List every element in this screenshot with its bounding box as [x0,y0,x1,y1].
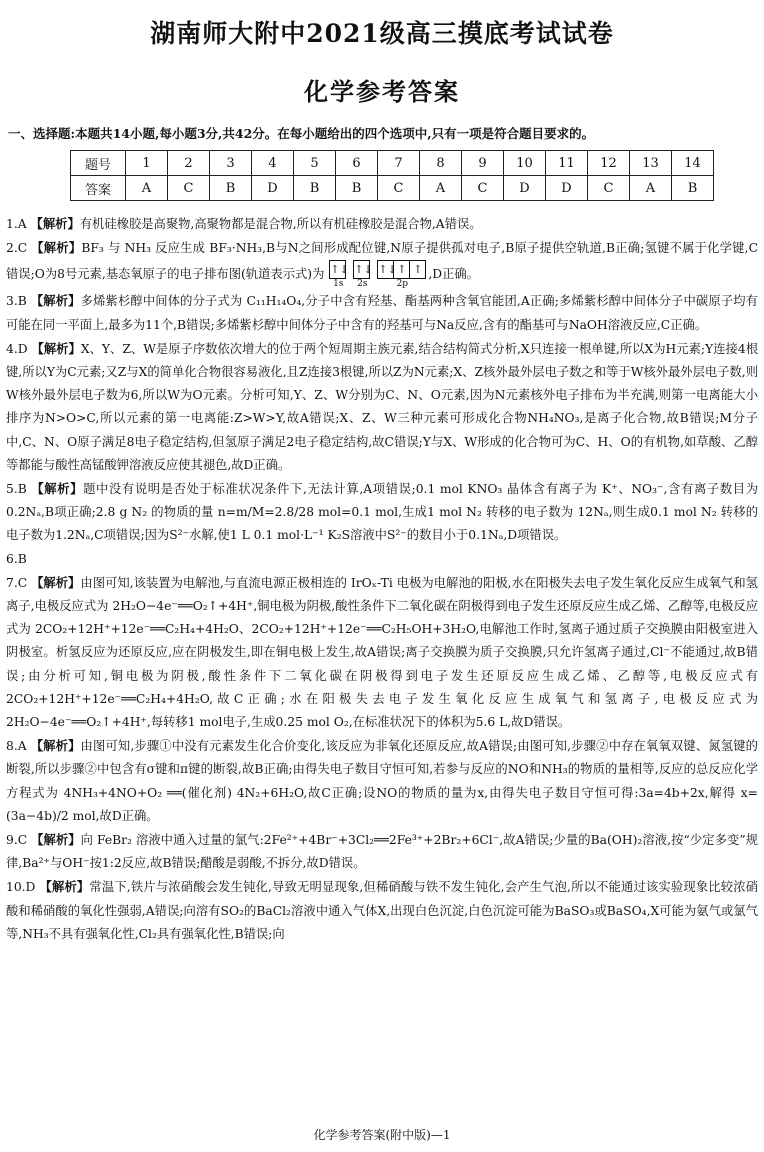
explanation-list [6,212,758,946]
page-footer: 化学参考答案(附中版)—1 [313,1128,451,1142]
answer-cell: C [168,176,210,201]
item-number: 4.D [6,341,28,356]
item-tag: 【解析】 [31,340,81,356]
table-header-cell: 答案 [71,176,126,201]
table-header-cell: 题号 [71,151,126,176]
list-item [6,289,758,336]
orbital-box: ↑↓ [353,260,370,279]
question-number-cell: 9 [462,151,504,176]
item-tag: 【解析】 [30,216,80,231]
item-text: 有机硅橡胶是高聚物,高聚物都是混合物,所以有机硅橡胶是混合物,A错误。 [79,217,482,231]
answer-cell: C [588,176,630,201]
item-number: 2.C [6,241,28,256]
answer-cell: A [420,176,462,201]
item-number: 3.B [6,294,27,309]
item-number: 8.A [6,739,27,754]
list-item [6,828,758,875]
orbital-2s [354,260,373,290]
item-text: 由图可知,该装置为电解池,与直流电源正极相连的 IrOₓ-Ti 电极为电解池的阳极,水在阳极失去电子发生氧化反应生成氧气和氢离子,电极反应式为 2H₂O−4e⁻══O₂↑+4H⁺,铜电极为阴极,酸性条件下二氧化碳在阴极得到电子发生还原反应生成乙烯、乙醇等,电极反应式为 2CO₂+12H⁺+12e⁻══C₂H₄+4H₂O、2CO₂+12H⁺+12e⁻══C₂H₅OH+3H₂O,电解池工作时,氢离子通过质子交换膜由阳极室进入阴极室。析氢反应为还原反应,应在阴极发生,即在铜电极上发生,故A错误;离子交换膜为质子交换膜,只允许氢离子通过,Cl⁻不能通过,故B错误;由分析可知,铜电极为阴极,酸性条件下二氧化碳在阴极得到电子发生还原反应生成乙烯、乙醇等,电极反应式有 2CO₂+12H⁺+12e⁻══C₂H₄+4H₂O,故C正确;水在阳极失去电子发生氧化反应生成氧气和氢离子,电极反应式为 2H₂O−4e⁻══O₂↑+4H⁺,每转移1 mol电子,生成0.25 mol O₂,在标准状况下的体积为5.6 L,故D错误。 [6,575,758,730]
answer-cell: B [336,176,378,201]
item-text: 常温下,铁片与浓硝酸会发生钝化,导致无明显现象,但稀硝酸与铁不发生钝化,会产生气泡,所以不能通过该实验现象比较浓硝酸和稀硝酸的氧化性强弱,A错误;向溶有SO₂的BaCl₂溶液中通入气体X,出现白色沉淀,白色沉淀可能为BaSO₃或BaSO₄,X可能为氨气或氯气等,NH₃不具有强氧化性,Cl₂具有强氧化性,B错误;向 [6,880,758,941]
orbital-label: 2s [357,279,368,290]
question-number-cell: 7 [378,151,420,176]
item-number: 6.B [6,551,27,566]
answer-cell: C [462,176,504,201]
item-tag: 【解析】 [30,738,81,754]
question-number-cell: 13 [630,151,672,176]
question-number-cell: 12 [588,151,630,176]
item-number: 5.B [6,482,27,497]
section-heading: 一、选择题:本题共14小题,每小题3分,共42分。在每小题给出的四个选项中,只有一项是符合题目要求的。 [8,126,595,141]
item-number: 1.A [6,217,27,231]
answer-cell: B [294,176,336,201]
page-subtitle: 化学参考答案 [304,77,460,106]
item-tag: 【解析】 [31,574,81,590]
item-text: 由图可知,步骤①中没有元素发生化合价变化,该反应为非氧化还原反应,故A错误;由图可知,步骤②中存在氧氧双键、氮氢键的断裂,所以步骤②中包含有σ键和π键的断裂,故B正确;由得失电子数目守恒可知,若参与反应的NO和NH₃的物质的量相等,反应的总反应化学方程式为 4NH₃+4NO+O₂ ══(催化剂) 4N₂+6H₂O,故C正确;设NO的物质的量为x,由得失电子数目守恒可得:3a=4b+2x,解得 x=(3a−4b)/2 mol,故D正确。 [6,739,758,823]
orbital-label: 1s [333,279,344,290]
answer-table-answer-row [71,176,714,201]
item-text: 多烯紫杉醇中间体的分子式为 C₁₁H₁₄O₄,分子中含有羟基、酯基两种含氧官能团,A正确;多烯紫杉醇中间体分子中碳原子均有可能在同一平面上,最多为11个,B错误;多烯紫杉醇中间体分子中含有的羟基可与Na反应,含有的酯基可与NaOH溶液反应,C正确。 [6,294,758,332]
orbital-diagram [330,260,426,289]
item-tag: 【解析】 [39,879,90,895]
orbital-box: ↑↓ [329,260,346,279]
answer-cell: D [546,176,588,201]
answer-cell: B [672,176,714,201]
orbital-2p [378,260,426,289]
orbital-1s [330,260,349,290]
list-item [6,548,758,571]
list-item [6,571,758,734]
answer-table [70,150,714,201]
item-text: BF₃ 与 NH₃ 反应生成 BF₃·NH₃,B与N之间形成配位键,N原子提供孤对电子,B原子提供空轨道,B正确;氢键不属于化学键,C错误;O为8号元素,基态氧原子的电子排布图(轨道表示式)为 [6,241,758,282]
answer-table-number-row [71,151,714,176]
orbital-box: ↑ [393,260,410,279]
item-text: X、Y、Z、W是原子序数依次增大的位于两个短周期主族元素,结合结构简式分析,X只连接一根单键,所以X为H元素;Y连接4根键,所以Y为C元素;又Z与X的简单化合物很容易液化,且Z连接3根键,所以Z为N元素;X、Z核外最外层电子数之和等于W核外最外层电子数,则W核外最外层电子数为6,所以W为O元素。分析可知,Y、Z、W分别为C、N、O元素,因为N元素核外电子排布为半充满,则第一电离能大小排序为N>O>C,所以元素的第一电离能:Z>W>Y,故A错误;X、Z、W三种元素可形成化合物NH₄NO₃,是离子化合物,故B错误;M分子中,C、N、O原子满足8电子稳定结构,但氢原子满足2电子稳定结构,故C错误;Y与X、W形成的化合物可为C、H、O的有机物,如草酸、乙醇等都能与酸性高锰酸钾溶液反应使其褪色,故D正确。 [6,341,758,472]
list-item [6,875,758,946]
answer-cell: C [378,176,420,201]
answer-cell: D [504,176,546,201]
item-text-after: ,D正确。 [428,267,479,282]
question-number-cell: 14 [672,151,714,176]
question-number-cell: 3 [210,151,252,176]
answer-cell: A [126,176,168,201]
list-item [6,337,758,477]
list-item [6,236,758,289]
orbital-box: ↑ [409,260,426,279]
answer-cell: A [630,176,672,201]
question-number-cell: 8 [420,151,462,176]
orbital-label: 2p [396,279,409,290]
item-text: 向 FeBr₂ 溶液中通入过量的氯气:2Fe²⁺+4Br⁻+3Cl₂══2Fe³⁺+2Br₂+6Cl⁻,故A错误;少量的Ba(OH)₂溶液,按“少定多变”规律,Ba²⁺与OH⁻按1:2反应,故B错误;醋酸是弱酸,不拆分,故D错误。 [6,833,758,871]
question-number-cell: 11 [546,151,588,176]
question-number-cell: 5 [294,151,336,176]
question-number-cell: 10 [504,151,546,176]
item-number: 10.D [6,880,36,895]
list-item [6,212,758,236]
item-tag: 【解析】 [31,832,81,848]
item-tag: 【解析】 [30,293,81,309]
item-tag: 【解析】 [31,481,84,497]
list-item [6,477,758,548]
item-number: 7.C [6,575,28,590]
answer-cell: D [252,176,294,201]
orbital-box: ↑↓ [377,260,394,279]
question-number-cell: 6 [336,151,378,176]
question-number-cell: 2 [168,151,210,176]
answer-cell: B [210,176,252,201]
item-text: 题中没有说明是否处于标准状况条件下,无法计算,A项错误;0.1 mol KNO₃ 晶体含有离子为 K⁺、NO₃⁻,含有离子数目为 0.2Nₐ,B项正确;2.8 g N₂ 的物质的量 n=m/M=2.8/28 mol=0.1 mol,生成1 mol N₂ 转移的电子数为 12Nₐ,则生成0.1 mol N₂ 转移的电子数为1.2Nₐ,C项错误;因为S²⁻水解,使1 L 0.1 mol·L⁻¹ K₂S溶液中S²⁻的数目小于0.1Nₐ,D项错误。 [6,482,758,543]
item-number: 9.C [6,833,28,848]
question-number-cell: 4 [252,151,294,176]
item-tag: 【解析】 [31,240,82,256]
question-number-cell: 1 [126,151,168,176]
list-item [6,734,758,828]
page-title: 湖南师大附中2021级高三摸底考试试卷 [150,19,614,48]
